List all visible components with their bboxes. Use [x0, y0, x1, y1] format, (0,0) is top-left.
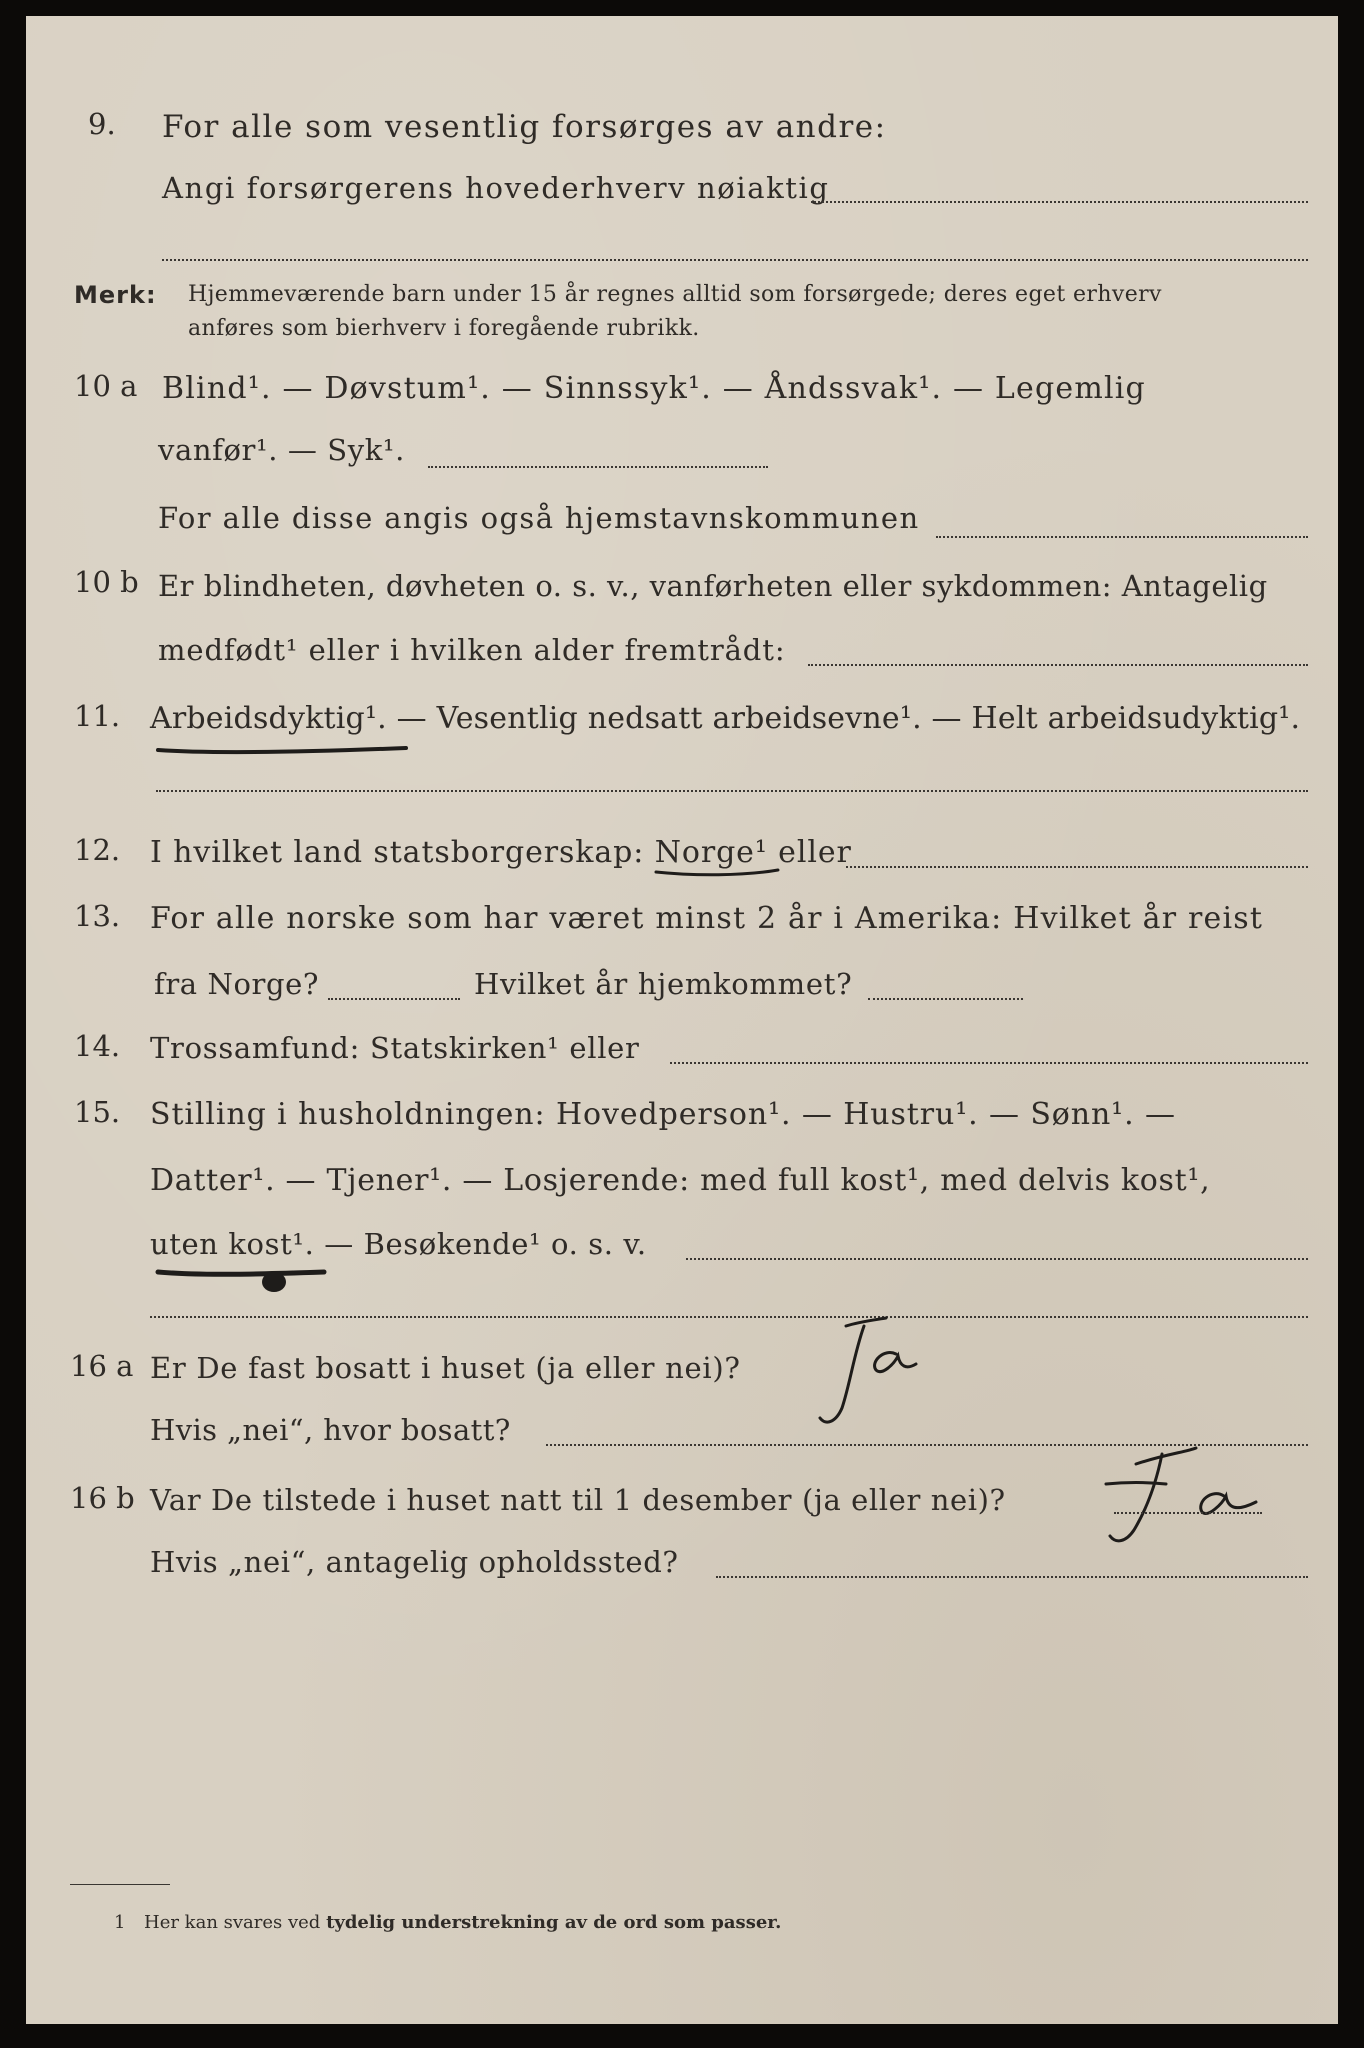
answer-field[interactable] — [162, 259, 1308, 261]
answer-field[interactable] — [808, 664, 1308, 666]
answer-field[interactable] — [686, 1258, 1308, 1260]
question-text: Hvis „nei“, hvor bosatt? — [150, 1413, 511, 1447]
note-label: Merk: — [74, 281, 157, 309]
question-text: uten kost¹. — Besøkende¹ o. s. v. — [150, 1227, 647, 1261]
item-number: 16 a — [70, 1349, 134, 1383]
handwritten-underline — [156, 740, 416, 760]
answer-field[interactable] — [716, 1576, 1308, 1578]
item-number: 10 b — [74, 565, 139, 599]
footnote-marker: 1 — [114, 1912, 126, 1933]
question-text: For alle norske som har været minst 2 år i Amerika: Hvilket år reist — [150, 901, 1264, 936]
answer-field[interactable] — [1114, 1512, 1262, 1514]
question-text: Var De tilstede i huset natt til 1 desember (ja eller nei)? — [150, 1483, 1006, 1517]
note-text: anføres som bierhverv i foregående rubrikk. — [188, 316, 700, 341]
item-number: 12. — [74, 833, 121, 867]
question-text: Hvis „nei“, antagelig opholdssted? — [150, 1545, 679, 1579]
item-number: 11. — [74, 699, 121, 733]
answer-field[interactable] — [868, 998, 1023, 1000]
footnote-rule — [70, 1884, 170, 1885]
item-number: 9. — [88, 107, 116, 141]
question-text: Trossamfund: Statskirken¹ eller — [150, 1031, 640, 1065]
question-text: Arbeidsdyktig¹. — Vesentlig nedsatt arbeidsevne¹. — Helt arbeidsudyktig¹. — [150, 701, 1301, 736]
form-page — [26, 16, 1338, 2024]
question-text: Stilling i husholdningen: Hovedperson¹. — Hustru¹. — Sønn¹. — — [150, 1097, 1176, 1132]
question-text: Blind¹. — Døvstum¹. — Sinnssyk¹. — Åndssvak¹. — Legemlig — [162, 371, 1146, 406]
answer-field[interactable] — [846, 866, 1308, 868]
item-number: 14. — [74, 1029, 121, 1063]
answer-field[interactable] — [156, 790, 1308, 792]
item-number: 10 a — [74, 369, 138, 403]
answer-field[interactable] — [428, 466, 768, 468]
handwritten-underline — [154, 1260, 334, 1300]
answer-field[interactable] — [670, 1062, 1308, 1064]
divider — [150, 1316, 1308, 1318]
item-number: 13. — [74, 899, 121, 933]
answer-field[interactable] — [936, 536, 1308, 538]
question-text: Er De fast bosatt i huset (ja eller nei)? — [150, 1351, 741, 1385]
question-text: medfødt¹ eller i hvilken alder fremtrådt: — [158, 633, 786, 667]
question-text: Er blindheten, døvheten o. s. v., vanførheten eller sykdommen: Antagelig — [158, 569, 1268, 603]
question-text: For alle som vesentlig forsørges av andre: — [162, 109, 887, 145]
question-text: I hvilket land statsborgerskap: Norge¹ eller — [150, 835, 852, 870]
question-text: Datter¹. — Tjener¹. — Losjerende: med full kost¹, med delvis kost¹, — [150, 1163, 1211, 1198]
question-text: vanfør¹. — Syk¹. — [158, 433, 405, 467]
handwritten-underline — [654, 864, 784, 884]
handwritten-answer-ja — [804, 1314, 934, 1434]
question-text: Angi forsørgerens hovederhverv nøiaktig — [162, 171, 830, 205]
note-text: Hjemmeværende barn under 15 år regnes alltid som forsørgede; deres eget erhverv — [188, 282, 1162, 307]
answer-field[interactable] — [328, 998, 460, 1000]
question-text: fra Norge? — [154, 967, 320, 1001]
handwritten-answer-ja — [1086, 1424, 1286, 1554]
answer-field[interactable] — [811, 201, 1308, 203]
question-text: For alle disse angis også hjemstavnskommunen — [158, 501, 920, 535]
item-number: 15. — [74, 1095, 121, 1129]
question-text: Hvilket år hjemkommet? — [474, 967, 853, 1001]
footnote-text: Her kan svares ved tydelig understrekning av de ord som passer. — [144, 1912, 782, 1933]
item-number: 16 b — [70, 1481, 135, 1515]
